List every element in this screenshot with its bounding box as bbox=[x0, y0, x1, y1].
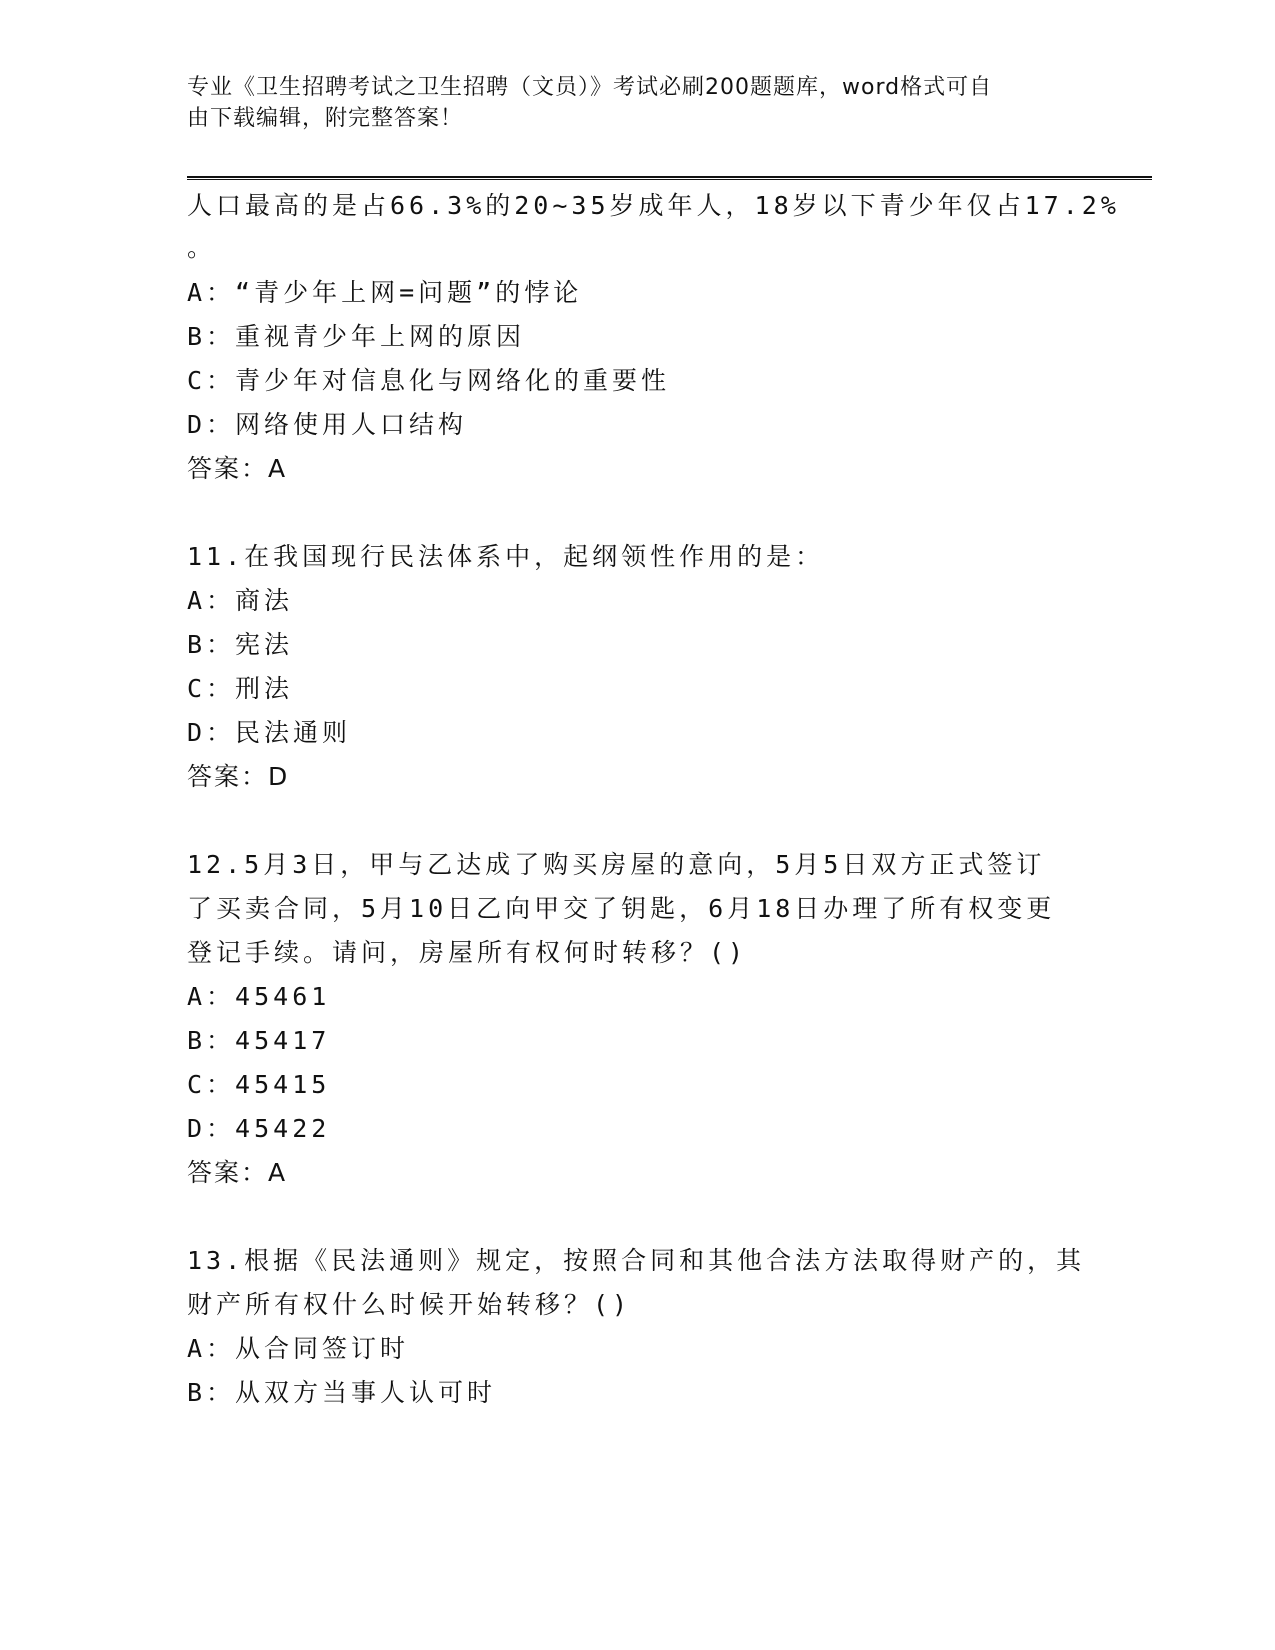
q12-option-b: B：45417 bbox=[187, 1026, 331, 1055]
q10-stem-line-1: 人口最高的是占66.3%的20~35岁成年人，18岁以下青少年仅占17.2% bbox=[187, 191, 1120, 220]
q13-option-b: B：从双方当事人认可时 bbox=[187, 1378, 497, 1407]
q10-answer: 答案：A bbox=[187, 454, 288, 483]
header-line-2: 由下载编辑，附完整答案！ bbox=[187, 106, 464, 131]
q10-option-b: B：重视青少年上网的原因 bbox=[187, 322, 526, 351]
q13-stem-line-2: 财产所有权什么时候开始转移？() bbox=[187, 1290, 632, 1319]
q11-option-a: A：商法 bbox=[187, 586, 294, 615]
header-line-1: 专业《卫生招聘考试之卫生招聘（文员）》考试必刷200题题库，word格式可自 bbox=[187, 75, 993, 100]
q12-stem-line-1: 12.5月3日，甲与乙达成了购买房屋的意向，5月5日双方正式签订 bbox=[187, 850, 1046, 879]
q11-option-d: D：民法通则 bbox=[187, 718, 352, 747]
q11-stem: 11.在我国现行民法体系中，起纲领性作用的是： bbox=[187, 542, 825, 571]
header-divider bbox=[187, 176, 1152, 180]
q12-option-a: A：45461 bbox=[187, 982, 331, 1011]
q11-option-c: C：刑法 bbox=[187, 674, 294, 703]
q12-option-c: C：45415 bbox=[187, 1070, 331, 1099]
q10-option-d: D：网络使用人口结构 bbox=[187, 410, 468, 439]
q10-option-a: A：“青少年上网=问题”的悖论 bbox=[187, 278, 583, 307]
document-header bbox=[187, 72, 1067, 134]
q12-option-d: D：45422 bbox=[187, 1114, 331, 1143]
q13-stem-line-1: 13.根据《民法通则》规定，按照合同和其他合法方法取得财产的，其 bbox=[187, 1246, 1086, 1275]
q10-option-c: C：青少年对信息化与网络化的重要性 bbox=[187, 366, 671, 395]
q11-answer: 答案：D bbox=[187, 762, 290, 791]
q13-option-a: A：从合同签订时 bbox=[187, 1334, 410, 1363]
q12-answer: 答案：A bbox=[187, 1158, 288, 1187]
q11-option-b: B：宪法 bbox=[187, 630, 294, 659]
q12-stem-line-3: 登记手续。请问，房屋所有权何时转移？() bbox=[187, 938, 748, 967]
q12-stem-line-2: 了买卖合同，5月10日乙向甲交了钥匙，6月18日办理了所有权变更 bbox=[187, 894, 1056, 923]
q10-stem-line-2: 。 bbox=[187, 233, 217, 262]
